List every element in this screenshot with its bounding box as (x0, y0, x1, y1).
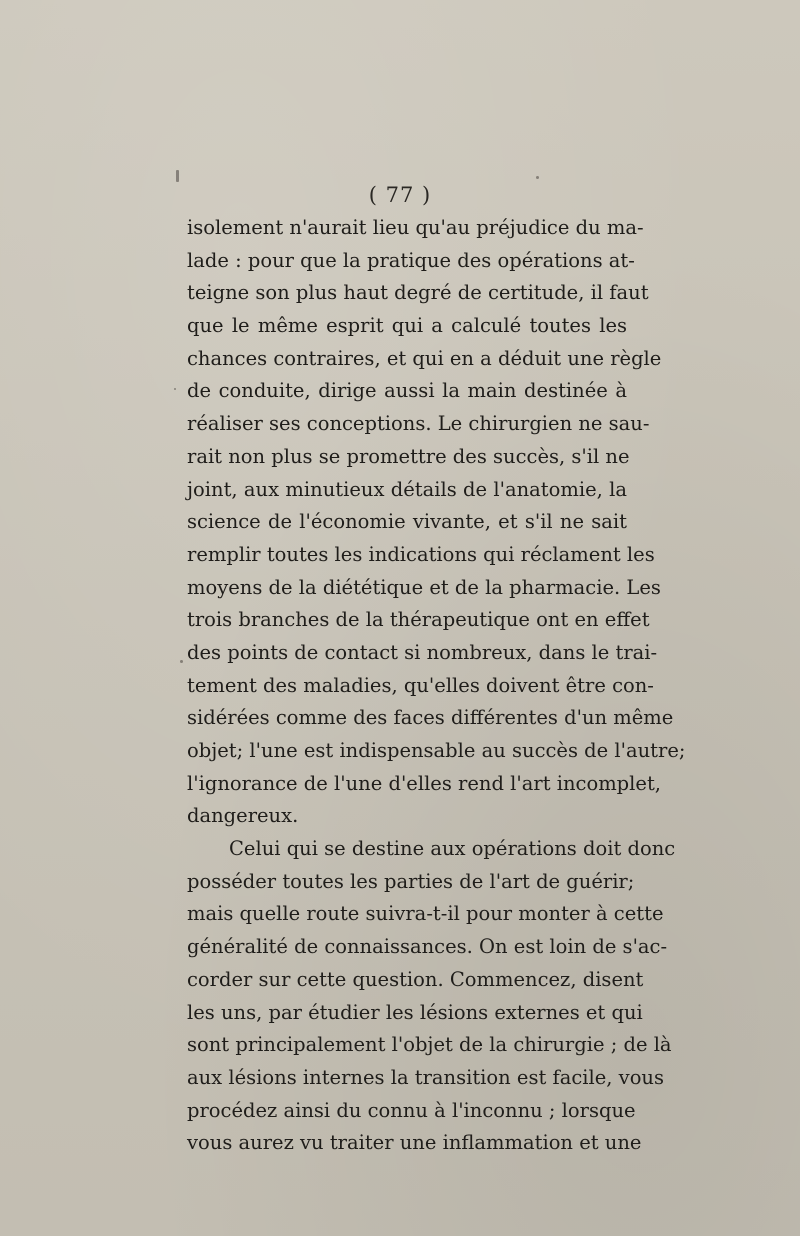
text-line: réaliser ses conceptions. Le chirurgien ne sau- (187, 412, 650, 436)
text-line: moyens de la diététique et de la pharmacie. Les (187, 575, 661, 599)
text-line: remplir toutes les indications qui réclament les (187, 542, 655, 566)
text-line: sidérées comme des faces différentes d'un même (187, 706, 674, 730)
text-line: teigne son plus haut degré de certitude, il faut (187, 281, 649, 305)
text-line: posséder toutes les parties de l'art de guérir; (187, 869, 635, 893)
text-line: mais quelle route suivra-t-il pour monter à cette (187, 902, 664, 926)
text-line: corder sur cette question. Commencez, disent (187, 967, 644, 991)
ink-speck (180, 660, 183, 663)
text-line: tement des maladies, qu'elles doivent être con- (187, 673, 654, 697)
text-line: sont principalement l'objet de la chirurgie ; de là (187, 1033, 672, 1057)
text-line: rait non plus se promettre des succès, s'il ne (187, 444, 630, 468)
text-line: de conduite, dirige aussi la main destinée à (187, 379, 627, 403)
text-line: vous aurez vu traiter une inflammation et une (187, 1131, 642, 1155)
text-line: que le même esprit qui a calculé toutes les (187, 314, 627, 338)
text-line: chances contraires, et qui en a déduit une règle (187, 346, 662, 370)
text-line: aux lésions internes la transition est facile, vous (187, 1065, 664, 1089)
text-line: procédez ainsi du connu à l'inconnu ; lorsque (187, 1098, 636, 1122)
text-line-paragraph-start: Celui qui se destine aux opérations doit donc (229, 837, 676, 861)
text-line: science de l'économie vivante, et s'il ne sait (187, 510, 627, 534)
text-line: généralité de connaissances. On est loin de s'ac- (187, 935, 668, 959)
text-line: lade : pour que la pratique des opérations at- (187, 248, 635, 272)
ink-speck (176, 170, 179, 182)
text-line: des points de contact si nombreux, dans le trai- (187, 640, 658, 664)
text-line: joint, aux minutieux détails de l'anatomie, la (187, 477, 627, 501)
text-line: isolement n'aurait lieu qu'au préjudice du ma- (187, 216, 644, 239)
text-line: les uns, par étudier les lésions externes et qui (187, 1000, 643, 1024)
ink-speck (536, 176, 539, 179)
text-line-paragraph-end: dangereux. (187, 804, 299, 828)
body-text (187, 212, 686, 1160)
page-number: ( 77 ) (368, 183, 432, 207)
text-line: trois branches de la thérapeutique ont en effet (187, 608, 650, 632)
text-line: objet; l'une est indispensable au succès de l'autre; (187, 739, 686, 762)
text-line: l'ignorance de l'une d'elles rend l'art incomplet, (187, 771, 661, 795)
ink-speck (174, 388, 176, 390)
